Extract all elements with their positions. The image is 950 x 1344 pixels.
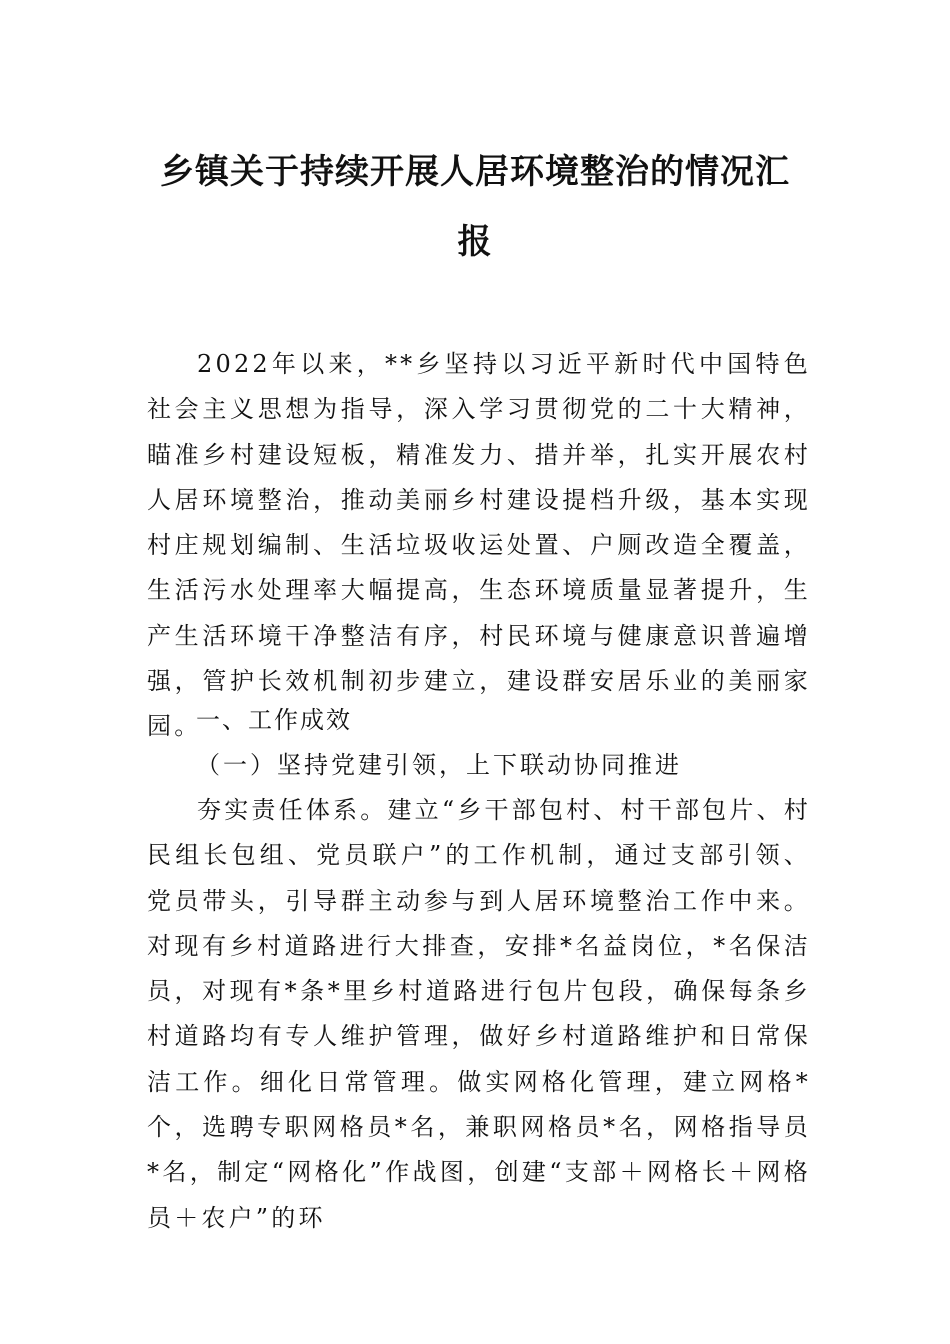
body-paragraph: 夯实责任体系。建立“乡干部包村、村干部包片、村民组长包组、党员联户”的工作机制，通过支部引领、党员带头，引导群主动参与到人居环境整治工作中来。对现有乡村道路进行大排查，安排*名益岗位，*名保洁员，对现有*条*里乡村道路进行包片包段，确保每条乡村道路均有专人维护管理，做好乡村道路维护和日常保洁工作。细化日常管理。做实网格化管理，建立网格*个，选聘专职网格员*名，兼职网格员*名，网格指导员*名，制定“网格化”作战图，创建“支部＋网格长＋网格员＋农户”的环 — [147, 796, 811, 1232]
title-line-2: 报 — [457, 222, 493, 262]
section-heading-1: 一、工作成效 — [196, 706, 352, 734]
intro-paragraph: 2022年以来，**乡坚持以习近平新时代中国特色社会主义思想为指导，深入学习贯彻党的二十大精神，瞄准乡村建设短板，精准发力、措并举，扎实开展农村人居环境整治，推动美丽乡村建设提档升级，基本实现村庄规划编制、生活垃圾收运处置、户厕改造全覆盖，生活污水处理率大幅提高，生态环境质量显著提升，生产生活环境干净整洁有序，村民环境与健康意识普遍增强，管护长效机制初步建立，建设群安居乐业的美丽家园。 — [147, 350, 811, 741]
title-line-1: 乡镇关于持续开展人居环境整治的情况汇 — [160, 152, 790, 192]
document-title — [130, 137, 820, 277]
subsection-heading-1: （一）坚持党建引领，上下联动协同推进 — [196, 751, 682, 779]
